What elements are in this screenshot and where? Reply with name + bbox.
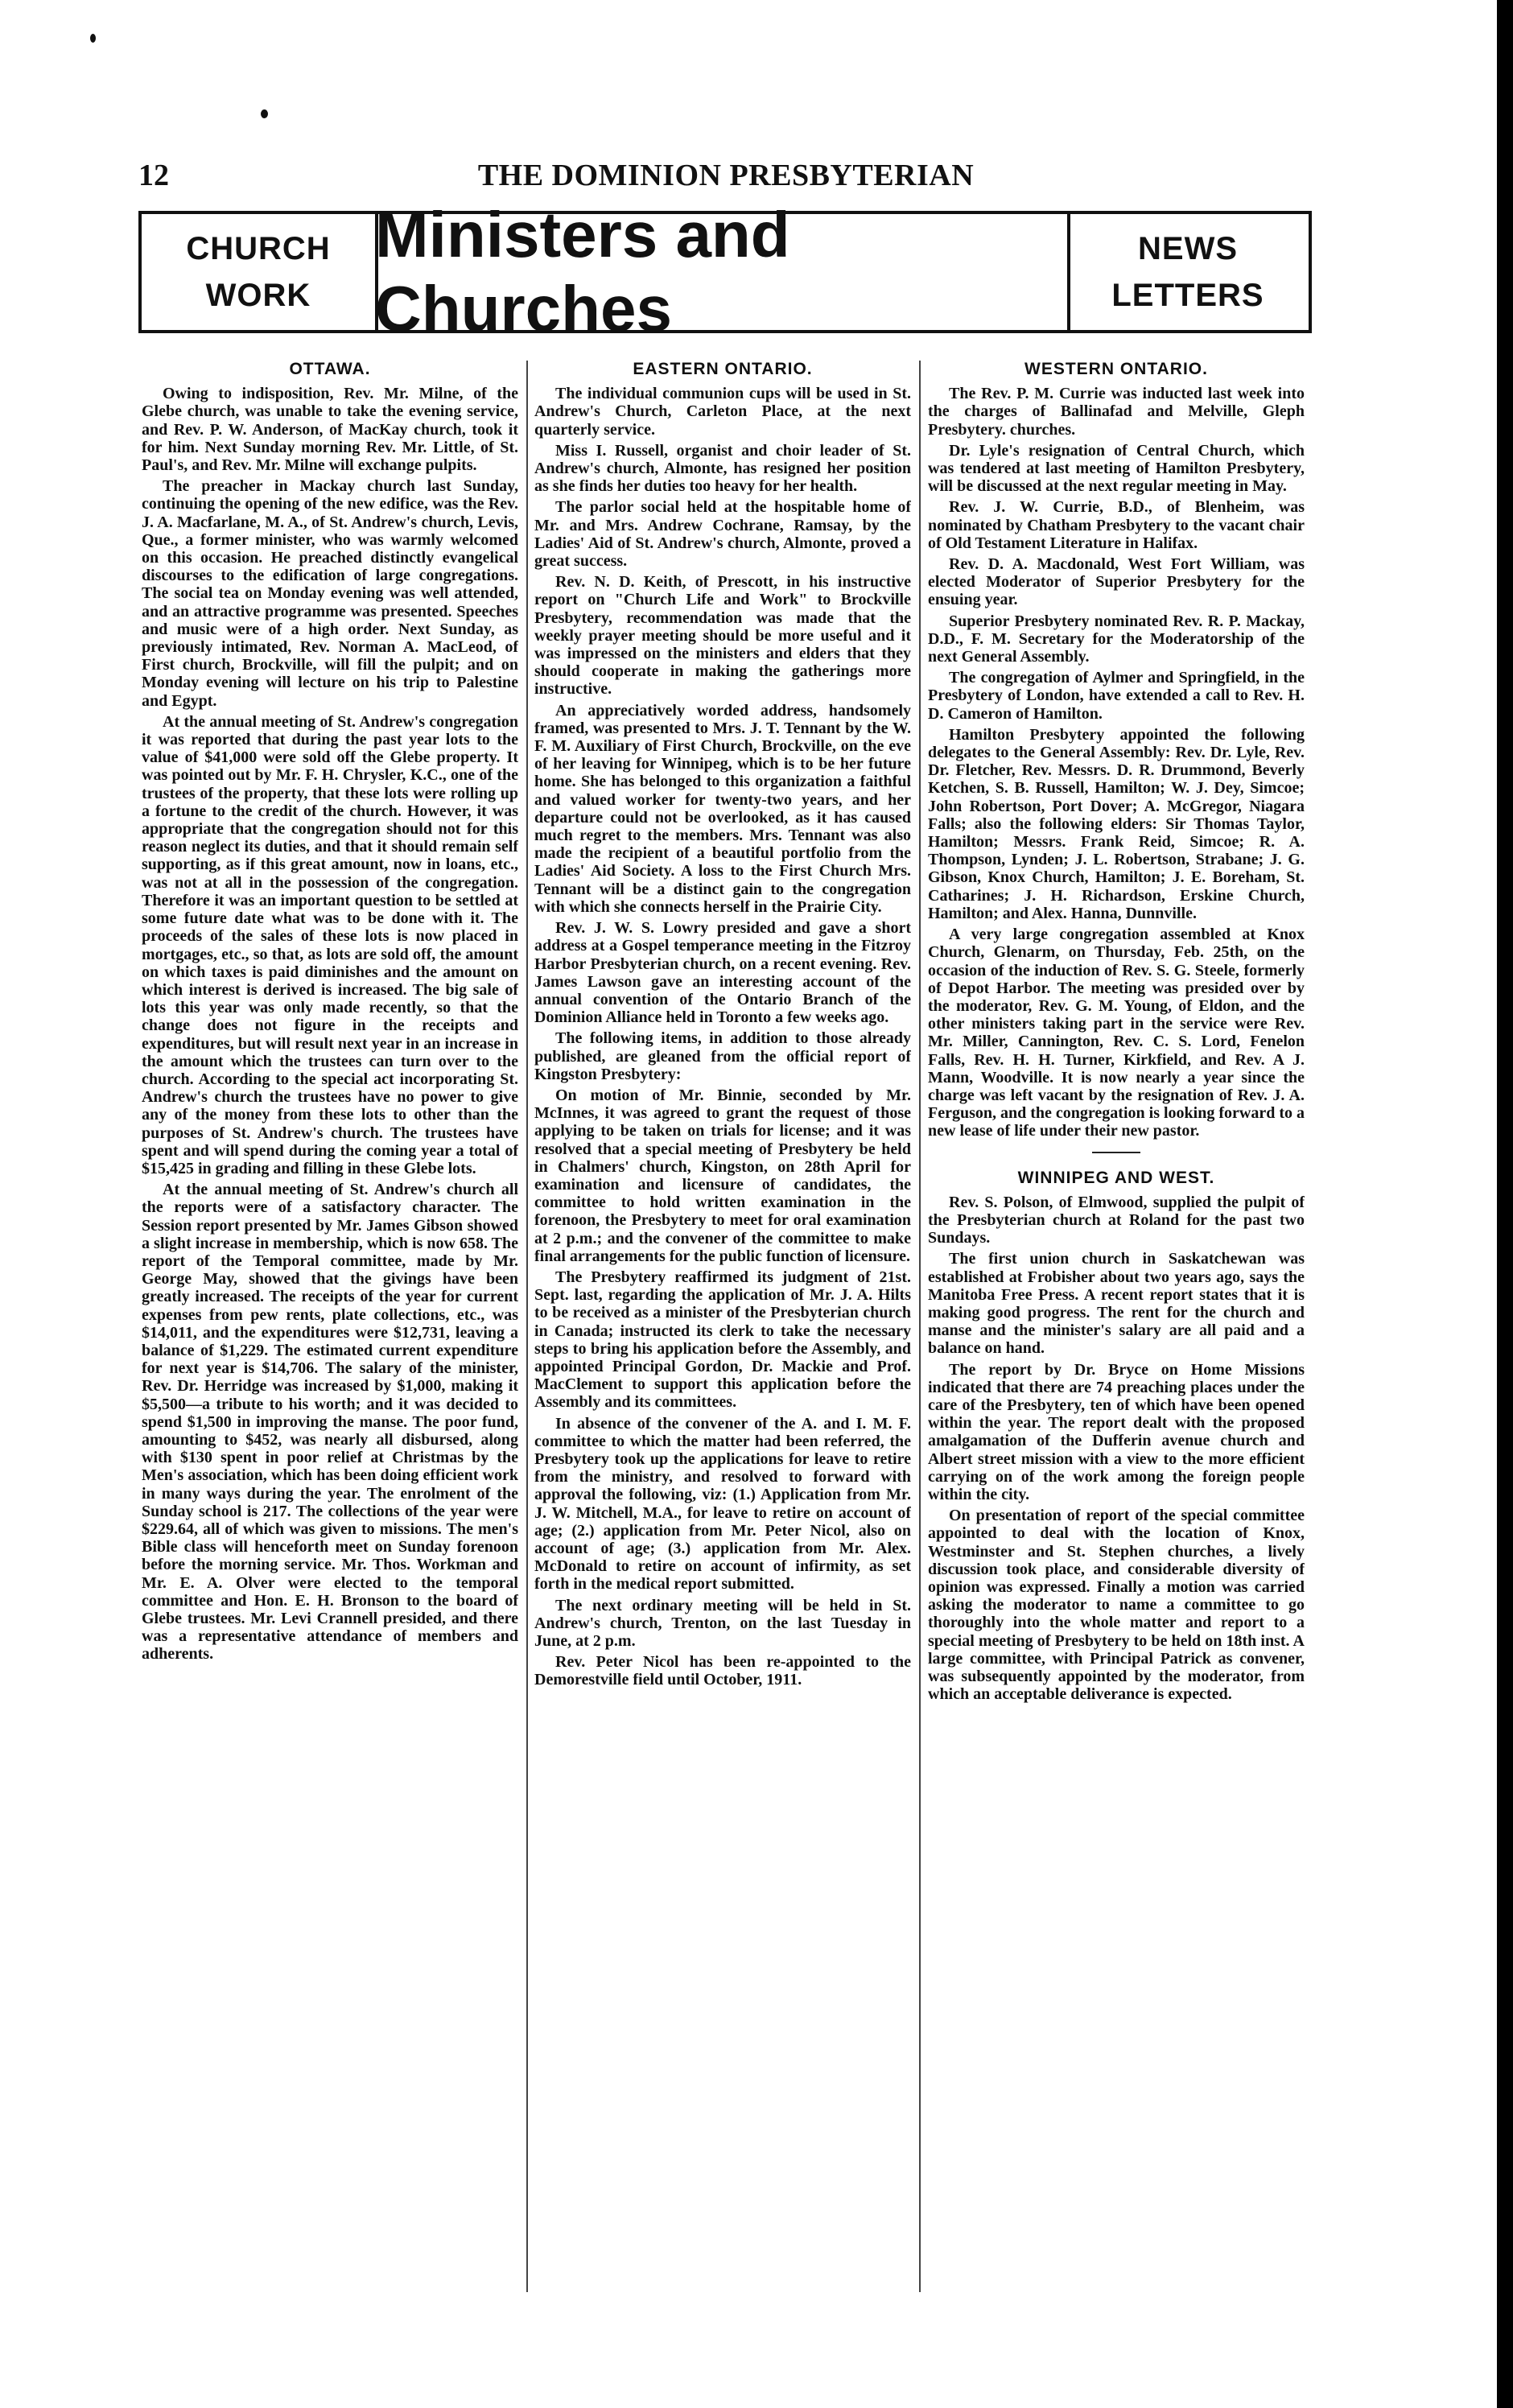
banner-right-box	[1067, 214, 1309, 330]
banner-right-line2: LETTERS	[1111, 278, 1264, 313]
article-paragraph: Superior Presbytery nominated Rev. R. P. Mackay, D.D., F. M. Secretary for the Moderatorship of the next General Assembly.	[928, 612, 1305, 666]
article-paragraph: The individual communion cups will be used in St. Andrew's Church, Carleton Place, at the next quarterly service.	[534, 385, 911, 439]
article-paragraph: Owing to indisposition, Rev. Mr. Milne, of the Glebe church, was unable to take the evening service, and Rev. P. W. Anderson, of MacKay church, took it for him. Next Sunday morning Rev. Mr. Little, of St. Paul's, and Rev. Mr. Milne will exchange pulpits.	[142, 385, 518, 475]
banner-title: Ministers and Churches	[375, 199, 790, 344]
section-divider	[1092, 1152, 1140, 1153]
article-paragraph: Rev. J. W. Currie, B.D., of Blenheim, was nominated by Chatham Presbytery to the vacant chair of Old Testament Literature in Halifax.	[928, 498, 1305, 552]
section-heading-western-ontario: WESTERN ONTARIO.	[1024, 361, 1208, 378]
article-paragraph: The parlor social held at the hospitable home of Mr. and Mrs. Andrew Cochrane, Ramsay, by the Ladies' Aid of St. Andrew's church, Almonte, proved a great success.	[534, 498, 911, 571]
article-paragraph: The preacher in Mackay church last Sunday, continuing the opening of the new edifice, was the Rev. J. A. Macfarlane, M. A., of St. Andrew's church, Levis, Que., a former minister, who was warmly welcomed on this occasion. He preached distinctly evangelical discourses to the edification of large congregations. The social tea on Monday evening was well attended, and an attractive programme was presented. Speeches and music were of a high order. Next Sunday, as previously intimated, Rev. Norman A. MacLeod, of First church, Brockville, will fill the pulpit; and on Monday evening will lecture on his trip to Palestine and Egypt.	[142, 477, 518, 710]
article-paragraph: The following items, in addition to those already published, are gleaned from the official report of Kingston Presbytery:	[534, 1029, 911, 1083]
article-paragraph: At the annual meeting of St. Andrew's church all the reports were of a satisfactory character. The Session report presented by Mr. James Gibson showed a slight increase in membership, which is now 658. The report of the Temporal committee, made by Mr. George May, showed that the givings have been greatly increased. The receipts of the year for current expenses from pew rents, plate collections, etc., was $14,011, and the expenditures were $12,731, leaving a balance of $1,229. The estimated current expenditure for next year is $14,706. The salary of the minister, Rev. Dr. Herridge was increased by $1,000, making it $5,500—a tribute to his worth; and it was decided to spend $1,500 in improving the manse. The poor fund, amounting to $452, was nearly all disbursed, along with $130 spent in poor relief at Christmas by the Men's association, which has been doing efficient work in many ways during the year. The enrolment of the Sunday school is 217. The collections of the year were $229.64, all of which was given to missions. The men's Bible class will henceforth meet on Sunday forenoon before the morning service. Mr. Thos. Workman and Mr. E. A. Olver were elected to the temporal committee and Hon. E. H. Bronson to the board of Glebe trustees. Mr. Levi Crannell presided, and there was a representative attendance of members and adherents.	[142, 1181, 518, 1664]
article-paragraph: The first union church in Saskatchewan was established at Frobisher about two years ago, says the Manitoba Free Press. A recent report states that it is making good progress. The rent for the church and manse and the minister's salary are all paid and a balance on hand.	[928, 1250, 1305, 1358]
article-paragraph: Rev. S. Polson, of Elmwood, supplied the pulpit of the Presbyterian church at Roland for the past two Sundays.	[928, 1193, 1305, 1247]
article-paragraph: Miss I. Russell, organist and choir leader of St. Andrew's church, Almonte, has resigned her position as she finds her duties too heavy for her health.	[534, 441, 911, 496]
column-eastern-ontario	[534, 361, 911, 2373]
article-paragraph: Hamilton Presbytery appointed the following delegates to the General Assembly: Rev. Dr. Lyle, Rev. Dr. Fletcher, Rev. Messrs. D. R. Drummond, Beverly Ketchen, S. B. Russell, Hamilton; W. J. Dey, Simcoe; John Robertson, Port Dover; A. McGregor, Niagara Falls; also the following elders: Sir Thomas Taylor, Hamilton; Messrs. Frank Reid, Simcoe; R. A. Thompson, Lynden; J. L. Robertson, Strabane; J. G. Gibson, Knox Church, Hamilton; J. E. Boreham, St. Catharines; J. H. Richardson, Erskine Church, Hamilton; and Alex. Hanna, Dunnville.	[928, 725, 1305, 922]
article-paragraph: The congregation of Aylmer and Springfield, in the Presbytery of London, have extended a call to Rev. H. D. Cameron of Hamilton.	[928, 669, 1305, 723]
section-heading-ottawa: OTTAWA.	[289, 361, 371, 378]
page-number: 12	[138, 159, 169, 192]
article-paragraph: In absence of the convener of the A. and I. M. F. committee to which the matter had been referred, the Presbytery took up the applications for leave to retire from the ministry, and resolved to forward with approval the following, viz: (1.) Application from Mr. J. W. Mitchell, M.A., for leave to retire on account of age; (2.) application from Mr. Peter Nicol, also on account of age; (3.) application from Mr. Alex. McDonald to retire on account of infirmity, as set forth in the medical report submitted.	[534, 1414, 911, 1594]
column-western	[928, 361, 1305, 2373]
section-heading-eastern-ontario: EASTERN ONTARIO.	[633, 361, 813, 378]
article-paragraph: A very large congregation assembled at Knox Church, Glenarm, on Thursday, Feb. 25th, on the occasion of the induction of Rev. S. G. Steele, formerly of Depot Harbor. The meeting was presided over by the moderator, Rev. G. M. Young, of Eldon, and the other ministers taking part in the service were Rev. Mr. Miller, Cannington, Rev. C. S. Lord, Fenelon Falls, Rev. H. H. Turner, Kirkfield, and Rev. A J. Mann, Woodville. It is now nearly a year since the charge was left vacant by the resignation of Rev. J. A. Ferguson, and the congregation is looking forward to a new lease of life under their new pastor.	[928, 926, 1305, 1140]
running-head	[138, 158, 1313, 198]
article-paragraph: On presentation of report of the special committee appointed to deal with the location of Knox, Westminster and St. Stephen churches, a lively discussion took place, and considerable diversity of opinion was expressed. Finally a motion was carried asking the moderator to name a committee to go thoroughly into the whole matter and report to a special meeting of Presbytery to be held on 18th inst. A large committee, with Principal Patrick as convener, was subsequently appointed by the moderator, from which an acceptable deliverance is expected.	[928, 1507, 1305, 1704]
column-rule	[919, 361, 921, 2292]
article-paragraph: An appreciatively worded address, handsomely framed, was presented to Mrs. J. T. Tennant by the W. F. M. Auxiliary of First Church, Brockville, on the eve of her leaving for Winnipeg, which is to be her future home. She has belonged to this organization a faithful and valued worker for twenty-two years, and her departure could not be overlooked, as it has caused much regret to the members. Mrs. Tennant was also made the recipient of a beautiful portfolio from the Ladies' Aid Society. A loss to the First Church Mrs. Tennant will be a distinct gain to the congregation with which she connects herself in the Prairie City.	[534, 701, 911, 916]
scan-speck	[261, 109, 268, 118]
section-banner	[138, 199, 1312, 344]
scan-speck	[90, 34, 96, 43]
article-paragraph: Rev. N. D. Keith, of Prescott, in his instructive report on "Church Life and Work" to Brockville Presbytery, recommendation was made that the weekly prayer meeting should be more useful and it was impressed on the ministers and elders that they should cooperate in making the gatherings more instructive.	[534, 573, 911, 699]
journal-title: THE DOMINION PRESBYTERIAN	[477, 159, 975, 192]
banner-left-line2: WORK	[205, 278, 311, 313]
section-heading-winnipeg: WINNIPEG AND WEST.	[1017, 1168, 1215, 1187]
article-paragraph: On motion of Mr. Binnie, seconded by Mr. McInnes, it was agreed to grant the request of those applying to be taken on trials for license; and it was resolved that a special meeting of Presbytery be held in Chalmers' church, Kingston, on 28th April for examination and licensure of candidates, the committee to hold written examination in the forenoon, the Presbytery to meet for oral examination at 2 p.m.; and the convener of the committee to make final arrangements for the public function of licensure.	[534, 1086, 911, 1265]
article-paragraph: The Presbytery reaffirmed its judgment of 21st. Sept. last, regarding the application of Mr. J. A. Hilts to be received as a minister of the Presbyterian church in Canada; instructed its clerk to take the necessary steps to bring his application before the Assembly, and appointed Principal Gordon, Dr. Mackie and Prof. MacClement to support this application before the Assembly and its committees.	[534, 1268, 911, 1412]
column-rule	[526, 361, 528, 2292]
banner-right-line1: NEWS	[1138, 231, 1238, 266]
banner-left-box	[142, 214, 378, 330]
banner-title-box	[375, 199, 1070, 344]
article-paragraph: Dr. Lyle's resignation of Central Church, which was tendered at last meeting of Hamilton Presbytery, will be discussed at the next regular meeting in May.	[928, 441, 1305, 496]
column-ottawa	[142, 361, 518, 2373]
article-paragraph: The Rev. P. M. Currie was inducted last week into the charges of Ballinafad and Melville, Gleph Presbytery. churches.	[928, 385, 1305, 439]
article-paragraph: At the annual meeting of St. Andrew's congregation it was reported that during the past year lots to the value of $41,000 were sold off the Glebe property. It was pointed out by Mr. F. H. Chrysler, K.C., one of the trustees of the property, that these lots were rolling up a fortune to the credit of the church. However, it was appropriate that the congregation should not for this reason neglect its duties, and that it should remain self supporting, as if this great amount, now in loans, etc., was not at all in the possession of the congregation. Therefore it was an important question to be settled at some future date what was to be done with it. The proceeds of the sales of these lots is now placed in mortgages, etc., so that, as lots are sold off, the amount on which taxes is paid diminishes and the amount on which interest is derived is increased. The big sale of lots this year was only made recently, so that the change does not figure in the receipts and expenditures, but will result next year in an increase in the amount which the trustees can turn over to the church. According to the special act incorporating St. Andrew's church the trustees have no power to give any of the money from these lots to other than the purposes of St. Andrew's church. The trustees have spent and will spend during the coming year a total of $15,425 in grading and filling in these Glebe lots.	[142, 712, 518, 1177]
article-paragraph: Rev. D. A. Macdonald, West Fort William, was elected Moderator of Superior Presbytery for the ensuing year.	[928, 555, 1305, 609]
article-paragraph: Rev. J. W. S. Lowry presided and gave a short address at a Gospel temperance meeting in the Fitzroy Harbor Presbyterian church, on a recent evening. Rev. James Lawson gave an interesting account of the annual convention of the Ontario Branch of the Dominion Alliance held in Toronto a few weeks ago.	[534, 919, 911, 1027]
article-paragraph: The report by Dr. Bryce on Home Missions indicated that there are 74 preaching places under the care of the Presbytery, ten of which have been opened within the year. The report dealt with the proposed amalgamation of the Dufferin avenue church and Albert street mission with a view to the more efficient carrying on of the work among the foreign people within the city.	[928, 1360, 1305, 1503]
scan-edge	[1497, 0, 1513, 2408]
banner-left-line1: CHURCH	[186, 231, 331, 266]
article-paragraph: The next ordinary meeting will be held in St. Andrew's church, Trenton, on the last Tuesday in June, at 2 p.m.	[534, 1596, 911, 1651]
article-paragraph: Rev. Peter Nicol has been re-appointed to the Demorestville field until October, 1911.	[534, 1653, 911, 1689]
